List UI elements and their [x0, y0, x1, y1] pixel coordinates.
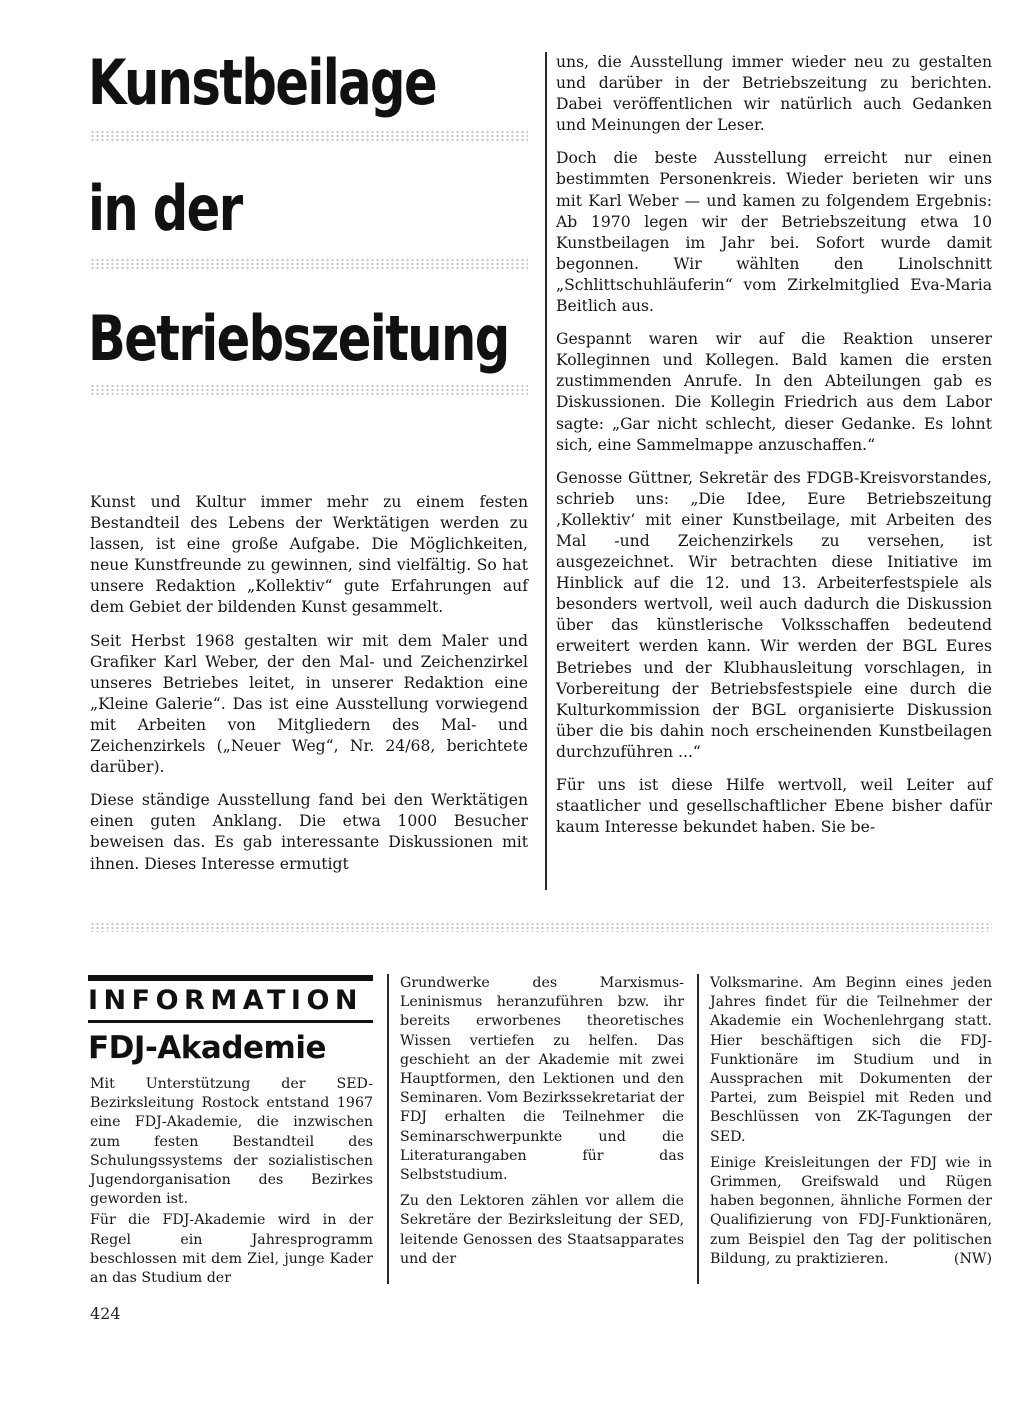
information-paragraph: Mit Unterstützung der SED-Bezirksleitung Rostock entstand 1967 eine FDJ-Akademie, die inzwischen zum festen Bestandteil des Schulungssystems der sozialistischen Jugendorganisation des Bezirkes geworden ist. — [90, 1076, 373, 1208]
information-paragraph: Volksmarine. Am Beginn eines jeden Jahres findet für die Teilnehmer der Akademie ein Wochenlehrgang statt. Hier beschäftigen sich die FDJ-Funktionäre im Studium und in Aussprachen mit Dokumenten der Partei, zum Beispiel mit Reden und Beschlüssen von ZK-Tagungen der SED. — [710, 975, 992, 1145]
article-paragraph: Für uns ist diese Hilfe wertvoll, weil Leiter auf staatlicher und gesellschaftlicher Ebene bisher dafür kaum Interesse bekundet haben. Sie be- — [556, 776, 992, 837]
decorative-speckle-band — [90, 258, 528, 270]
headline-line-3: Betriebszeitung — [88, 302, 509, 375]
column-divider — [387, 974, 389, 1284]
article-right-column — [556, 52, 992, 838]
fdj-akademie-title: FDJ-Akademie — [88, 1030, 327, 1066]
decorative-speckle-band — [90, 130, 528, 142]
info-bar-top — [88, 975, 373, 981]
information-paragraph: Zu den Lektoren zählen vor allem die Sekretäre der Bezirksleitung der SED, leitende Genossen des Staatsapparates und der — [400, 1193, 684, 1267]
article-paragraph: Gespannt waren wir auf die Reaktion unserer Kolleginnen und Kollegen. Bald kamen die ersten zustimmenden Anrufe. In den Abteilungen gab es Diskussionen. Die Kollegin Friedrich aus dem Labor sagte: „Gar nicht schlecht, dieser Gedanke. Es lohnt sich, eine Sammelmappe anzuschaffen.“ — [556, 330, 992, 454]
information-column-1 — [90, 1075, 373, 1288]
information-label: INFORMATION — [88, 985, 364, 1016]
headline-line-2: in der — [88, 172, 242, 245]
author-signature: (NW) — [953, 1250, 992, 1267]
decorative-speckle-band — [90, 384, 528, 396]
article-left-column — [90, 492, 528, 875]
article-paragraph: uns, die Ausstellung immer wieder neu zu gestalten und darüber in der Betriebszeitung zu berichten. Dabei veröffentlichen wir natürlich auch Gedanken und Meinungen der Leser. — [556, 53, 992, 135]
article-paragraph: Kunst und Kultur immer mehr zu einem festen Bestandteil des Lebens der Werktätigen werden zu lassen, ist eine große Aufgabe. Die Möglichkeiten, neue Kunstfreunde zu gewinnen, sind vielfältig. So hat unsere Redaktion „Kollektiv“ gute Erfahrungen auf dem Gebiet der bildenden Kunst gesammelt. — [90, 493, 528, 617]
section-separator-speckle — [90, 922, 992, 932]
column-divider — [697, 974, 699, 1284]
information-paragraph-text: Einige Kreisleitungen der FDJ wie in Grimmen, Greifswald und Rügen haben begonnen, ähnliche Formen der Qualifizierung von FDJ-Funktionären, zum Beispiel den Tag der politischen Bildung, zu praktizieren. — [710, 1154, 992, 1267]
article-paragraph: Genosse Güttner, Sekretär des FDGB-Kreisvorstandes, schrieb uns: „Die Idee, Eure Betriebszeitung ‚Kollektiv‘ mit einer Kunstbeilage, mit Arbeiten des Mal -und Zeichenzirkels zu versehen, ist ausgezeichnet. Wir betrachten diese Initiative im Hinblick auf die 12. und 13. Arbeiterfestspiele als besonders wertvoll, weil auch dadurch die Diskussion über das künstlerische Volksschaffen bedeutend erweitert werden kann. Wir werden der BGL Eures Betriebes und der Klubhausleitung vorschlagen, in Vorbereitung der Betriebsfestspiele eine durch die Kulturkommission der BGL organisierte Diskussion über die bis dahin noch erscheinenden Kunstbeilagen durchzuführen ...“ — [556, 468, 992, 761]
column-divider — [545, 52, 547, 890]
article-paragraph: Seit Herbst 1968 gestalten wir mit dem Maler und Grafiker Karl Weber, der den Mal- und Zeichenzirkel unseres Betriebes leitet, in unserer Redaktion eine „Kleine Galerie“. Das ist eine Ausstellung vorwiegend mit Arbeiten von Mitgliedern des Mal- und Zeichenzirkels („Neuer Weg“, Nr. 24/68, berichtete darüber). — [90, 631, 528, 777]
article-paragraph: Diese ständige Ausstellung fand bei den Werktätigen einen guten Anklang. Die etwa 1000 Besucher beweisen das. Es gab interessante Diskussionen mit ihnen. Dieses Interesse ermutigt — [90, 791, 528, 873]
information-paragraph-last — [710, 1154, 992, 1269]
article-paragraph: Doch die beste Ausstellung erreicht nur einen bestimmten Personenkreis. Wieder berieten wir uns mit Karl Weber — und kamen zu folgendem Ergebnis: Ab 1970 legen wir der Betriebszeitung etwa 10 Kunstbeilagen im Jahr bei. Sofort wurde damit begonnen. Wir wählten den Linolschnitt „Schlittschuhläuferin“ vom Zirkelmitglied Eva-Maria Beitlich aus. — [556, 149, 992, 316]
page-number: 424 — [90, 1304, 121, 1323]
information-paragraph: Grundwerke des Marxismus-Leninismus heranzuführen bzw. ihr bereits erworbenes theoretisches Wissen vertiefen zu helfen. Das geschieht an der Akademie mit zwei Hauptformen, den Lektionen und den Seminaren. Vom Bezirkssekretariat der FDJ erhalten die Teilnehmer die Seminarschwerpunkte und die Literaturangaben für das Selbststudium. — [400, 975, 684, 1184]
information-column-2 — [400, 974, 684, 1269]
information-column-3 — [710, 974, 992, 1269]
information-paragraph: Für die FDJ-Akademie wird in der Regel ein Jahresprogramm beschlossen mit dem Ziel, junge Kader an das Studium der — [90, 1212, 373, 1287]
headline-line-1: Kunstbeilage — [88, 46, 436, 119]
info-bar-bottom — [88, 1020, 373, 1023]
